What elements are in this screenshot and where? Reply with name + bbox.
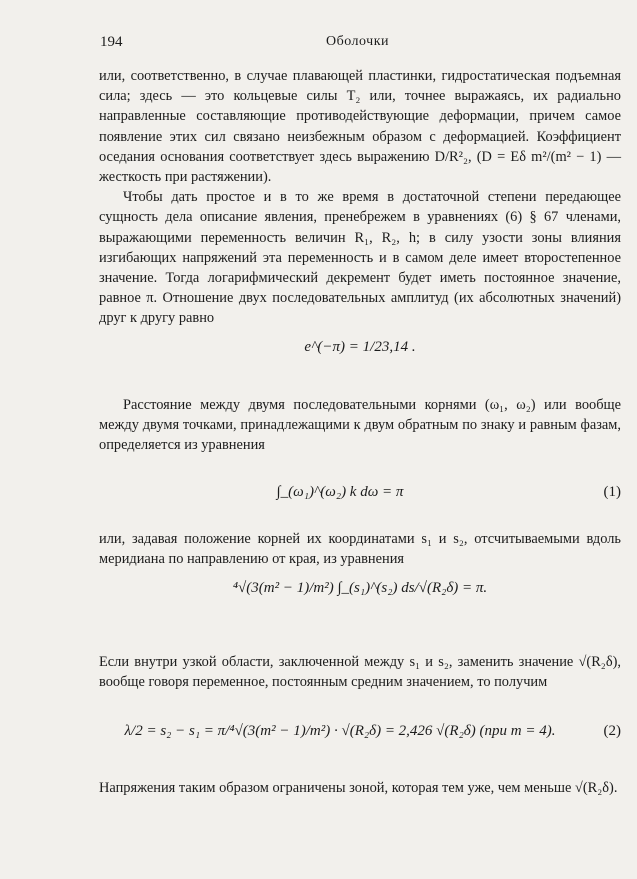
equation-2-number: (2) xyxy=(603,722,621,739)
equation-2: λ/2 = s₂ − s₁ = π/⁴√(3(m² − 1)/m²) · √(R₂δ) = 2,426 √(R₂δ) (при m = 4). xyxy=(124,722,556,739)
paragraph-3: Расстояние между двумя последовательными корнями (ω₁, ω₂) или вообще между двумя точками, принадлежащими к двум обратным по знаку и равным фазам, определяется из уравнения xyxy=(99,396,621,454)
equation-1: ∫_(ω₁)^(ω₂) k dω = π xyxy=(276,484,404,501)
paragraph-2: Чтобы дать простое и в то же время в достаточной степени передающее сущность дела описание явления, пренебрежем в уравнениях (6) § 67 членами, выражающими переменность величин R₁, R₂, h; в силу узости зоны влияния изгибающих напряжений эта переменность и в самом деле имеет второстепенное значение. Тогда логарифмический декремент будет иметь постоянное значение, равное π. Отношение двух последовательных амплитуд (их абсолютных значений) друг к другу равно xyxy=(99,189,621,327)
paragraph-4: или, задавая положение корней их координатами s₁ и s₂, отсчитываемыми вдоль меридиана по направлению от края, из уравнения xyxy=(99,531,621,568)
paragraph-1: или, соответственно, в случае плавающей пластинки, гидростатическая подъемная сила; здесь — это кольцевые силы T₂ или, точнее выражаясь, их радиально направленные составляющие противодействующие деформации, причем самое появление этих сил связано неизбежным образом с деформацией. Коэффициент оседания основания соответствует здесь выражению D/R²₂, (D = Eδ m²/(m² − 1) — жесткость при растяжении). xyxy=(99,68,621,186)
equation-2-row xyxy=(99,698,621,764)
formula-amplitude-ratio: e^(−π) = 1/23,14 . xyxy=(304,338,416,355)
page-number: 194 xyxy=(100,34,123,50)
paragraph-6: Напряжения таким образом ограничены зоной, которая тем уже, чем меньше √(R₂δ). xyxy=(99,780,618,797)
paragraph-5: Если внутри узкой области, заключенной между s₁ и s₂, заменить значение √(R₂δ), вообще говоря переменное, постоянным средним значением, то получим xyxy=(99,653,621,690)
running-title: Оболочки xyxy=(326,34,390,49)
page-body xyxy=(99,66,621,798)
equation-1-row xyxy=(99,461,621,523)
formula-integral-s: ⁴√(3(m² − 1)/m²) ∫_(s₁)^(s₂) ds/√(R₂δ) = π. xyxy=(232,579,488,596)
equation-1-number: (1) xyxy=(603,484,621,501)
page-header xyxy=(100,34,620,54)
